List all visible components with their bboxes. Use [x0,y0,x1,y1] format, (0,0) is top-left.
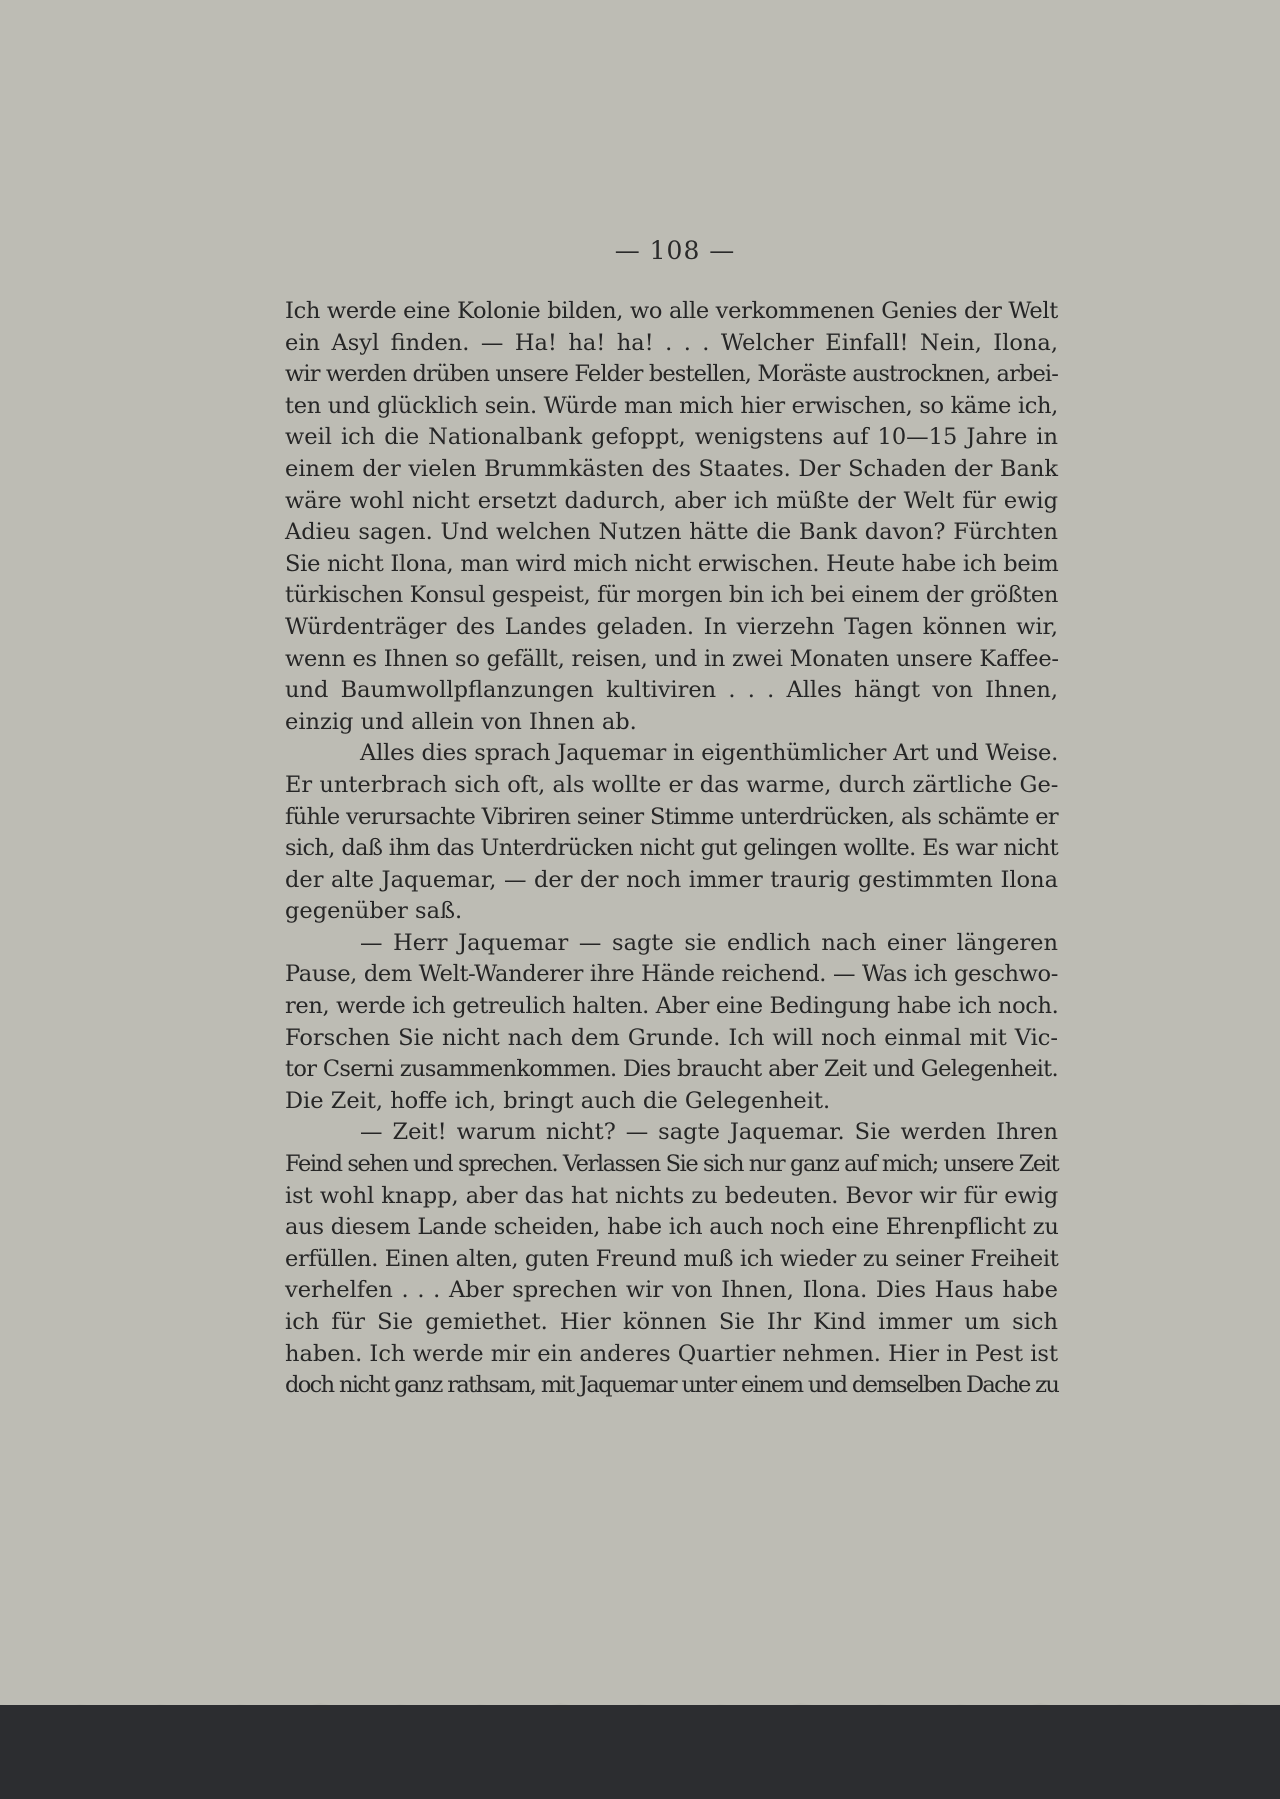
text-line: doch nicht ganz rathsam, mit Jaquemar unter einem und demselben Dache zu [285,1372,1059,1399]
text-line: gegenüber saß. [285,898,463,925]
text-line: — Herr Jaquemar — sagte sie endlich nach einer längeren [360,929,1058,956]
text-line: Sie nicht Ilona, man wird mich nicht erwischen. Heute habe ich beim [285,550,1059,577]
text-line: einem der vielen Brummkästen des Staates. Der Schaden der Bank [285,455,1058,482]
text-line: wir werden drüben unsere Felder bestellen, Moräste austrocknen, arbei- [285,361,1058,388]
paragraph [285,296,1058,738]
text-line: der alte Jaquemar, — der der noch immer traurig gestimmten Ilona [285,866,1058,893]
text-line: sich, daß ihm das Unterdrücken nicht gut gelingen wollte. Es war nicht [285,835,1058,862]
text-line: Feind sehen und sprechen. Verlassen Sie sich nur ganz auf mich; unsere Zeit [285,1151,1059,1178]
text-line: ren, werde ich getreulich halten. Aber eine Bedingung habe ich noch. [285,993,1059,1020]
text-line: ich für Sie gemiethet. Hier können Sie Ihr Kind immer um sich [285,1309,1058,1335]
text-line: erfüllen. Einen alten, guten Freund muß ich wieder zu seiner Freiheit [285,1245,1059,1272]
text-line: türkischen Konsul gespeist, für morgen bin ich bei einem der größten [285,582,1058,609]
page-number: — 108 — [614,236,736,265]
text-line: Pause, dem Welt-Wanderer ihre Hände reichend. — Was ich geschwo- [285,961,1058,988]
text-line: ein Asyl finden. — Ha! ha! ha! . . . Welcher Einfall! Nein, Ilona, [285,329,1058,356]
text-line: Würdenträger des Landes geladen. In vierzehn Tagen können wir, [285,613,1058,640]
text-line: Die Zeit, hoffe ich, bringt auch die Gelegenheit. [285,1087,831,1114]
paragraph [285,738,1058,928]
text-line: Ich werde eine Kolonie bilden, wo alle verkommenen Genies der Welt [285,298,1058,324]
dark-backdrop [0,1705,1280,1799]
body-text [285,296,1058,1402]
text-line: — Zeit! warum nicht? — sagte Jaquemar. Sie werden Ihren [360,1119,1058,1146]
text-line: wäre wohl nicht ersetzt dadurch, aber ich müßte der Welt für ewig [285,487,1058,514]
text-line: verhelfen . . . Aber sprechen wir von Ihnen, Ilona. Dies Haus habe [285,1277,1058,1304]
text-line: Forschen Sie nicht nach dem Grunde. Ich will noch einmal mit Vic- [285,1024,1058,1051]
text-line: ten und glücklich sein. Würde man mich hier erwischen, so käme ich, [285,392,1058,419]
text-line: Er unterbrach sich oft, als wollte er das warme, durch zärtliche Ge- [285,771,1059,798]
text-line: Adieu sagen. Und welchen Nutzen hätte die Bank davon? Fürchten [285,519,1058,546]
text-line: einzig und allein von Ihnen ab. [285,708,637,735]
text-line: wenn es Ihnen so gefällt, reisen, und in zwei Monaten unsere Kaffee- [285,645,1059,672]
text-line: ist wohl knapp, aber das hat nichts zu bedeuten. Bevor wir für ewig [285,1182,1059,1209]
text-line: tor Cserni zusammenkommen. Dies braucht aber Zeit und Gelegenheit. [285,1056,1058,1083]
text-line: und Baumwollpflanzungen kultiviren . . . Alles hängt von Ihnen, [285,677,1058,704]
text-line: fühle verursachte Vibriren seiner Stimme unterdrücken, als schämte er [285,803,1058,830]
paragraph [285,1117,1058,1401]
paragraph [285,928,1058,1118]
text-line: weil ich die Nationalbank gefoppt, wenigstens auf 10—15 Jahre in [285,424,1058,451]
text-line: haben. Ich werde mir ein anderes Quartier nehmen. Hier in Pest ist [285,1340,1058,1367]
text-line: aus diesem Lande scheiden, habe ich auch noch eine Ehrenpflicht zu [285,1214,1059,1241]
text-line: Alles dies sprach Jaquemar in eigenthümlicher Art und Weise. [360,740,1059,767]
